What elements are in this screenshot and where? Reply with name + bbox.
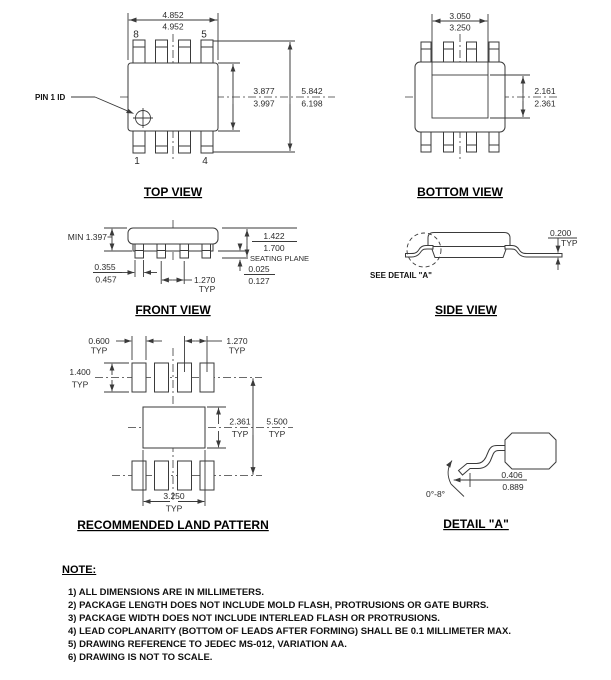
dim-land-pad-width	[88, 336, 162, 360]
detail-a-lead	[459, 446, 506, 476]
land-center-pad	[143, 407, 205, 448]
dim-body-length-min: 3.877	[253, 86, 275, 96]
dim-overall-length-max: 6.198	[301, 98, 323, 109]
pin-label-8: 8	[133, 29, 139, 41]
dim-land-pad-width-value: 0.600	[88, 336, 110, 346]
notes-section	[62, 564, 602, 666]
dim-land-pitch-value: 1.270	[226, 336, 248, 346]
dim-land-center-width-value: 3.250	[163, 491, 185, 501]
dim-lead-thickness-value: 0.200	[550, 228, 572, 238]
dim-body-width-min: 4.952	[162, 21, 184, 32]
dim-pad-length-max: 2.361	[534, 98, 556, 109]
dim-land-pad-height-typ: TYP	[71, 379, 89, 390]
detail-a-angle-value: 0°-8°	[426, 489, 446, 499]
bottom-view-package-body	[415, 62, 505, 132]
dim-lead-pitch-value: 1.270	[194, 275, 216, 285]
dim-land-pitch-typ: TYP	[228, 345, 246, 356]
land-pattern-title: RECOMMENDED LAND PATTERN	[77, 518, 269, 532]
dim-overall-height-min: 1.422	[263, 231, 285, 241]
dim-overall-length	[213, 41, 323, 152]
dim-pad-length-min: 2.161	[534, 86, 556, 96]
note-item: 5) DRAWING REFERENCE TO JEDEC MS-012, VARIATION AA.	[68, 639, 347, 650]
dim-body-height-value: MIN 1.397	[67, 232, 107, 242]
dim-foot-length-max: 0.889	[502, 482, 524, 492]
dim-lead-width-max: 0.457	[95, 274, 117, 285]
dim-body-width-max: 4.852	[162, 10, 184, 20]
side-view-left-lead	[406, 246, 434, 258]
pin1-id-label: PIN 1 ID	[35, 93, 66, 102]
pin1-id-leader	[71, 97, 134, 114]
dim-land-overall-height	[253, 378, 288, 475]
dim-land-pad-height-value: 1.400	[69, 367, 91, 377]
dim-lead-width-min: 0.355	[94, 262, 116, 272]
pin-label-4: 4	[202, 156, 208, 167]
dim-land-center-height-typ: TYP	[231, 429, 249, 439]
detail-a	[426, 433, 556, 531]
dim-land-overall-height-value: 5.500	[266, 416, 288, 427]
note-item: 4) LEAD COPLANARITY (BOTTOM OF LEADS AFTER FORMING) SHALL BE 0.1 MILLIMETER MAX.	[68, 626, 511, 637]
side-view	[370, 228, 578, 317]
dim-land-center-height-value: 2.361	[229, 416, 251, 427]
note-item: 2) PACKAGE LENGTH DOES NOT INCLUDE MOLD FLASH, PROTRUSIONS OR GATE BURRS.	[68, 600, 489, 611]
dim-land-pitch	[185, 336, 248, 372]
detail-a-body	[505, 433, 556, 469]
dim-body-height	[68, 228, 132, 251]
dim-overall-height	[222, 228, 297, 257]
dim-overall-length-min: 5.842	[301, 86, 323, 96]
side-view-title: SIDE VIEW	[434, 303, 498, 317]
dim-lead-pitch-typ: TYP	[198, 284, 216, 294]
note-item: 1) ALL DIMENSIONS ARE IN MILLIMETERS.	[68, 587, 264, 598]
top-view	[35, 10, 335, 199]
land-pattern	[69, 336, 293, 532]
dim-standoff-max: 0.127	[248, 276, 270, 286]
notes-heading: NOTE:	[62, 564, 97, 576]
dim-pad-width-min: 3.050	[449, 11, 471, 21]
note-item: 3) PACKAGE WIDTH DOES NOT INCLUDE INTERLEAD FLASH OR PROTRUSIONS.	[68, 613, 440, 624]
side-view-body-lower	[431, 247, 507, 258]
dim-land-center-width	[143, 450, 205, 514]
top-view-package-body	[128, 63, 218, 131]
dim-land-pad-width-typ: TYP	[90, 345, 108, 356]
dim-lead-thickness	[548, 228, 578, 270]
pin-label-5: 5	[201, 29, 207, 41]
side-view-right-lead	[505, 246, 562, 258]
pin-label-1: 1	[134, 156, 140, 167]
dim-lead-width	[93, 260, 157, 285]
dim-standoff-min: 0.025	[248, 264, 270, 274]
note-item: 6) DRAWING IS NOT TO SCALE.	[68, 652, 213, 663]
front-view-title: FRONT VIEW	[135, 303, 211, 317]
seating-plane-label: SEATING PLANE	[250, 254, 310, 263]
dim-foot-length-min: 0.406	[501, 470, 523, 480]
see-detail-a-label: SEE DETAIL "A"	[370, 271, 432, 280]
front-view	[68, 220, 309, 317]
top-view-title: TOP VIEW	[143, 185, 203, 199]
dim-pad-width-max: 3.250	[449, 22, 471, 33]
dim-land-center-width-typ: TYP	[165, 503, 183, 514]
detail-a-title: DETAIL "A"	[443, 517, 509, 531]
bottom-view-title: BOTTOM VIEW	[417, 185, 503, 199]
dim-body-length-max: 3.997	[253, 98, 275, 109]
front-view-package-body	[128, 228, 218, 244]
dim-lead-thickness-typ: TYP	[561, 238, 578, 248]
bottom-view	[405, 11, 558, 199]
dim-lead-pitch	[161, 261, 215, 294]
front-view-body-lip	[133, 244, 213, 251]
dim-overall-height-max: 1.700	[263, 243, 285, 253]
dim-land-overall-height-typ: TYP	[268, 429, 286, 439]
